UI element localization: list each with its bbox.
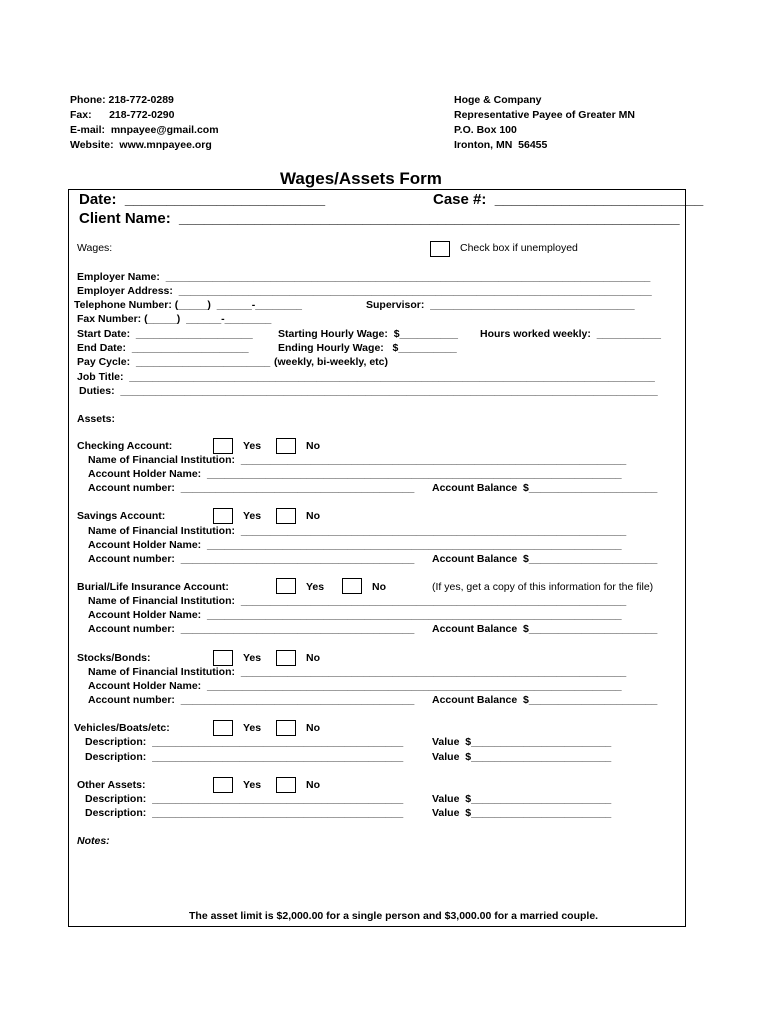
stocks-balance-field[interactable]: Account Balance $______________________ [432, 694, 658, 706]
savings-no-label: No [306, 510, 320, 522]
email: E-mail: mnpayee@gmail.com [70, 124, 219, 136]
vehicles-label: Vehicles/Boats/etc: [74, 722, 170, 734]
burial-yes-checkbox[interactable] [276, 578, 296, 594]
burial-no-label: No [372, 581, 386, 593]
duties-field[interactable]: Duties: ____________________________________________________________________________________________ [79, 385, 658, 397]
form-title: Wages/Assets Form [280, 169, 442, 188]
burial-account-number-field[interactable]: Account number: ________________________________________ [88, 623, 415, 635]
checking-institution-field[interactable]: Name of Financial Institution: __________________________________________________________________ [88, 454, 627, 466]
stocks-yes-checkbox[interactable] [213, 650, 233, 666]
employer-name-field[interactable]: Employer Name: ___________________________________________________________________________________ [77, 271, 651, 283]
other-value-1-field[interactable]: Value $________________________ [432, 793, 612, 805]
telephone-field[interactable]: Telephone Number: (_____) ______-________ [74, 299, 303, 311]
burial-note: (If yes, get a copy of this information for the file) [432, 581, 654, 593]
other-description-2-field[interactable]: Description: ___________________________________________ [85, 807, 404, 819]
burial-holder-field[interactable]: Account Holder Name: _______________________________________________________________________ [88, 609, 622, 621]
other-yes-label: Yes [243, 779, 262, 791]
other-no-checkbox[interactable] [276, 777, 296, 793]
savings-label: Savings Account: [77, 510, 166, 522]
wages-label: Wages: [77, 242, 113, 254]
asset-limit-note: The asset limit is $2,000.00 for a single person and $3,000.00 for a married couple. [189, 910, 599, 922]
savings-yes-label: Yes [243, 510, 262, 522]
stocks-no-label: No [306, 652, 320, 664]
company-name: Hoge & Company [454, 94, 542, 106]
vehicles-description-1-field[interactable]: Description: ___________________________________________ [85, 736, 404, 748]
vehicles-yes-checkbox[interactable] [213, 720, 233, 736]
other-assets-label: Other Assets: [77, 779, 146, 791]
checking-balance-field[interactable]: Account Balance $______________________ [432, 482, 658, 494]
burial-yes-label: Yes [306, 581, 325, 593]
stocks-no-checkbox[interactable] [276, 650, 296, 666]
checking-label: Checking Account: [77, 440, 173, 452]
date-field[interactable]: Date: ________________________ [79, 191, 326, 208]
burial-label: Burial/Life Insurance Account: [77, 581, 229, 593]
stocks-label: Stocks/Bonds: [77, 652, 151, 664]
checking-holder-field[interactable]: Account Holder Name: _______________________________________________________________________ [88, 468, 622, 480]
fax: Fax: 218-772-0290 [70, 109, 175, 121]
savings-balance-field[interactable]: Account Balance $______________________ [432, 553, 658, 565]
hours-weekly-field[interactable]: Hours worked weekly: ___________ [480, 328, 661, 340]
other-value-2-field[interactable]: Value $________________________ [432, 807, 612, 819]
city-state-zip: Ironton, MN 56455 [454, 139, 548, 151]
start-date-field[interactable]: Start Date: ____________________ [77, 328, 253, 340]
other-yes-checkbox[interactable] [213, 777, 233, 793]
checking-no-label: No [306, 440, 320, 452]
vehicles-no-label: No [306, 722, 320, 734]
client-name-field[interactable]: Client Name: ____________________________________________________________ [79, 210, 680, 227]
checking-yes-checkbox[interactable] [213, 438, 233, 454]
other-description-1-field[interactable]: Description: ___________________________________________ [85, 793, 404, 805]
savings-yes-checkbox[interactable] [213, 508, 233, 524]
stocks-institution-field[interactable]: Name of Financial Institution: __________________________________________________________________ [88, 666, 627, 678]
vehicles-value-2-field[interactable]: Value $________________________ [432, 751, 612, 763]
checking-no-checkbox[interactable] [276, 438, 296, 454]
starting-wage-field[interactable]: Starting Hourly Wage: $__________ [278, 328, 458, 340]
company-subtitle: Representative Payee of Greater MN [454, 109, 635, 121]
unemployed-label: Check box if unemployed [460, 242, 578, 254]
vehicles-yes-label: Yes [243, 722, 262, 734]
burial-balance-field[interactable]: Account Balance $______________________ [432, 623, 658, 635]
stocks-holder-field[interactable]: Account Holder Name: _______________________________________________________________________ [88, 680, 622, 692]
vehicles-description-2-field[interactable]: Description: ___________________________________________ [85, 751, 404, 763]
savings-no-checkbox[interactable] [276, 508, 296, 524]
stocks-yes-label: Yes [243, 652, 262, 664]
employer-address-field[interactable]: Employer Address: _________________________________________________________________________________ [77, 285, 652, 297]
end-date-field[interactable]: End Date: ____________________ [77, 342, 249, 354]
job-title-field[interactable]: Job Title: __________________________________________________________________________________________ [77, 371, 655, 383]
fax-number-field[interactable]: Fax Number: (_____) ______-________ [77, 313, 272, 325]
pay-cycle-field[interactable]: Pay Cycle: _______________________ [77, 356, 271, 368]
savings-holder-field[interactable]: Account Holder Name: _______________________________________________________________________ [88, 539, 622, 551]
website: Website: www.mnpayee.org [70, 139, 212, 151]
ending-wage-field[interactable]: Ending Hourly Wage: $__________ [278, 342, 457, 354]
po-box: P.O. Box 100 [454, 124, 517, 136]
burial-no-checkbox[interactable] [342, 578, 362, 594]
checking-account-number-field[interactable]: Account number: ________________________________________ [88, 482, 415, 494]
burial-institution-field[interactable]: Name of Financial Institution: __________________________________________________________________ [88, 595, 627, 607]
case-number-field[interactable]: Case #: _________________________ [433, 191, 704, 208]
savings-institution-field[interactable]: Name of Financial Institution: __________________________________________________________________ [88, 525, 627, 537]
vehicles-no-checkbox[interactable] [276, 720, 296, 736]
other-no-label: No [306, 779, 320, 791]
supervisor-field[interactable]: Supervisor: ___________________________________ [366, 299, 635, 311]
checking-yes-label: Yes [243, 440, 262, 452]
phone: Phone: 218-772-0289 [70, 94, 174, 106]
stocks-account-number-field[interactable]: Account number: ________________________________________ [88, 694, 415, 706]
vehicles-value-1-field[interactable]: Value $________________________ [432, 736, 612, 748]
pay-cycle-hint: (weekly, bi-weekly, etc) [274, 356, 388, 368]
assets-label: Assets: [77, 413, 115, 425]
notes-label: Notes: [77, 835, 110, 847]
savings-account-number-field[interactable]: Account number: ________________________________________ [88, 553, 415, 565]
unemployed-checkbox[interactable] [430, 241, 450, 257]
